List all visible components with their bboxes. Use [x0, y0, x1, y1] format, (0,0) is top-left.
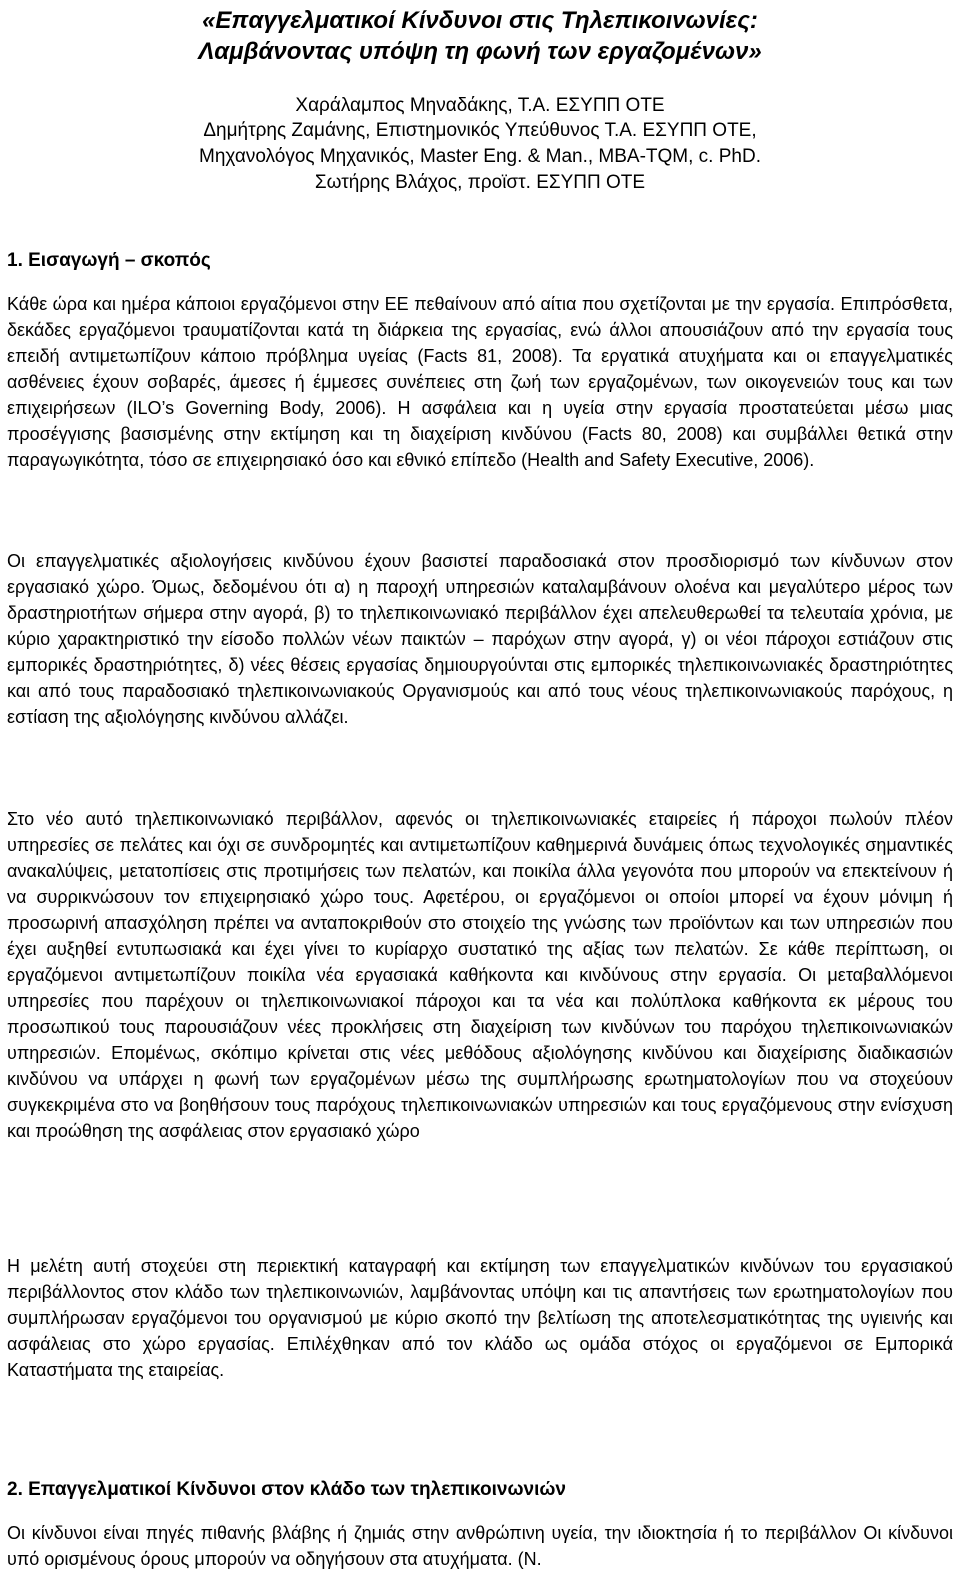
section-1-paragraph-3: Στο νέο αυτό τηλεπικοινωνιακό περιβάλλον, αφενός οι τηλεπικοινωνιακές εταιρείες ή πάροχοι πωλούν πλέον υπηρεσίες σε πελάτες και όχι σε συνδρομητές και αντιμετωπίζουν καθημερινά δυνάμεις όπως τεχνολογικές σημαντικές ανακαλύψεις, μετατοπίσεις στις προτιμήσεις των πελατών, και ποικίλα άλλα γεγονότα που μπορούν να επεκτείνουν ή να συρρικνώσουν τον επιχειρησιακό χώρο τους. Αφετέρου, οι εργαζόμενοι οι οποίοι μπορεί να έχουν μόνιμη ή προσωρινή απασχόληση πρέπει να ανταποκριθούν στο στοιχείο της γνώσης των προϊόντων και των υπηρεσιών που έχει αυξηθεί εντυπωσιακά και έχει γίνει το κυρίαρχο συστατικό της αξίας των πελατών. Σε κάθε περίπτωση, οι εργαζόμενοι αντιμετωπίζουν ποικίλα νέα εργασιακά καθήκοντα και κινδύνους στην εργασία. Οι μεταβαλλόμενοι υπηρεσίες που παρέχουν οι τηλεπικοινωνιακοί πάροχοι και τα νέα και πολύπλοκα καθήκοντα εκ μέρους του προσωπικού τους παρουσιάζουν νέες προκλήσεις στη διαχείριση των κινδύνων του παρόχου τηλεπικοινωνιακών υπηρεσιών. Επομένως, σκόπιμο κρίνεται στις νέες μεθόδους αξιολόγησης κινδύνου και διαχείρισης διαδικασιών κινδύνου να υπάρχει η φωνή των εργαζομένων μέσω της συμπλήρωσης ερωτηματολογίων που να στοχεύουν συγκεκριμένα στο να βοηθήσουν τους παρόχους τηλεπικοινωνιακών υπηρεσιών και τους εργαζόμενους στην ενίσχυση και προώθηση της ασφάλειας στον εργασιακό χώρο: [7, 809, 953, 1141]
section-1-paragraph-4: Η μελέτη αυτή στοχεύει στη περιεκτική καταγραφή και εκτίμηση των επαγγελματικών κινδύνων του εργασιακού περιβάλλοντος στον κλάδο των τηλεπικοινωνιών, λαμβάνοντας υπόψη και τις απαντήσεις των ερωτηματολογίων που συμπλήρωσαν εργαζόμενοι του οργανισμού με κύριο σκοπό την βελτίωση της αποτελεσματικότητας της υγιεινής και ασφάλειας στο χώρο εργασίας. Επιλέχθηκαν από τον κλάδο ως ομάδα στόχος οι εργαζόμενοι σε Εμπορικά Καταστήματα της εταιρείας.: [7, 1256, 953, 1380]
author-line: Δημήτρης Ζαμάνης, Επιστημονικός Υπεύθυνος Τ.Α. ΕΣΥΠΠ ΟΤΕ,: [203, 120, 757, 141]
section-2-paragraph-1: Οι κίνδυνοι είναι πηγές πιθανής βλάβης ή ζημιάς στην ανθρώπινη υγεία, την ιδιοκτησία ή το περιβάλλον Οι κίνδυνοι υπό ορισμένους όρους μπορούν να οδηγήσουν στα ατυχήματα. (Ν.: [7, 1523, 953, 1569]
author-line: Χαράλαμπος Μηναδάκης, Τ.Α. ΕΣΥΠΠ ΟΤΕ: [295, 95, 665, 116]
section-2-heading: 2. Επαγγελματικοί Κίνδυνοι στον κλάδο των τηλεπικοινωνιών: [7, 1479, 566, 1500]
section-1-heading: 1. Εισαγωγή – σκοπός: [7, 250, 211, 271]
section-1-paragraph-2: Οι επαγγελματικές αξιολογήσεις κινδύνου έχουν βασιστεί παραδοσιακά στον προσδιορισμό των κίνδυνων στον εργασιακό χώρο. Όμως, δεδομένου ότι α) η παροχή υπηρεσιών καταλαμβάνουν ολοένα και μεγαλύτερο μέρος των δραστηριοτήτων σήμερα στην αγορά, β) το τηλεπικοινωνιακό περιβάλλον έχει απελευθερωθεί τα τελευταία χρόνια, με κύριο χαρακτηριστικό την είσοδο πολλών νέων παικτών – παρόχων στην αγορά, γ) οι νέοι πάροχοι εστιάζουν στις εμπορικές δραστηριότητες, δ) νέες θέσεις εργασίας δημιουργούνται στις εμπορικές τηλεπικοινωνιακές δραστηριότητες και από τους παραδοσιακό τηλεπικοινωνιακούς Οργανισμούς και από τους νέους τηλεπικοινωνιακούς παρόχους, η εστίαση της αξιολόγησης κινδύνου αλλάζει.: [7, 551, 953, 727]
document-title-line-2: Λαμβάνοντας υπόψη τη φωνή των εργαζομένων»: [198, 38, 762, 65]
author-line: Μηχανολόγος Μηχανικός, Master Eng. & Man., MBA-TQM, c. PhD.: [199, 146, 761, 167]
section-1-paragraph-1: Κάθε ώρα και ημέρα κάποιοι εργαζόμενοι στην ΕΕ πεθαίνουν από αίτια που σχετίζονται με την εργασία. Επιπρόσθετα, δεκάδες εργαζόμενοι τραυματίζονται κατά τη διάρκεια της εργασίας, ενώ άλλοι απουσιάζουν από την εργασία τους επειδή αντιμετωπίζουν κάποιο πρόβλημα υγείας (Facts 81, 2008). Τα εργατικά ατυχήματα και οι επαγγελματικές ασθένειες έχουν σοβαρές, άμεσες ή έμμεσες συνέπειες στη ζωή των εργαζομένων, των οικογενειών τους και των επιχειρήσεων (ILO’s Governing Body, 2006). Η ασφάλεια και η υγεία στην εργασία προστατεύεται μέσω μιας προσέγγισης βασισμένης στην εκτίμηση και τη διαχείριση κινδύνου (Facts 80, 2008) και συμβάλλει θετικά στην παραγωγικότητα, τόσο σε επιχειρησιακό όσο και εθνικό επίπεδο (Health and Safety Executive, 2006).: [7, 294, 953, 470]
author-line: Σωτήρης Βλάχος, προϊστ. ΕΣΥΠΠ ΟΤΕ: [314, 172, 646, 193]
document-title-line-1: «Επαγγελματικοί Κίνδυνοι στις Τηλεπικοινωνίες:: [202, 7, 758, 34]
